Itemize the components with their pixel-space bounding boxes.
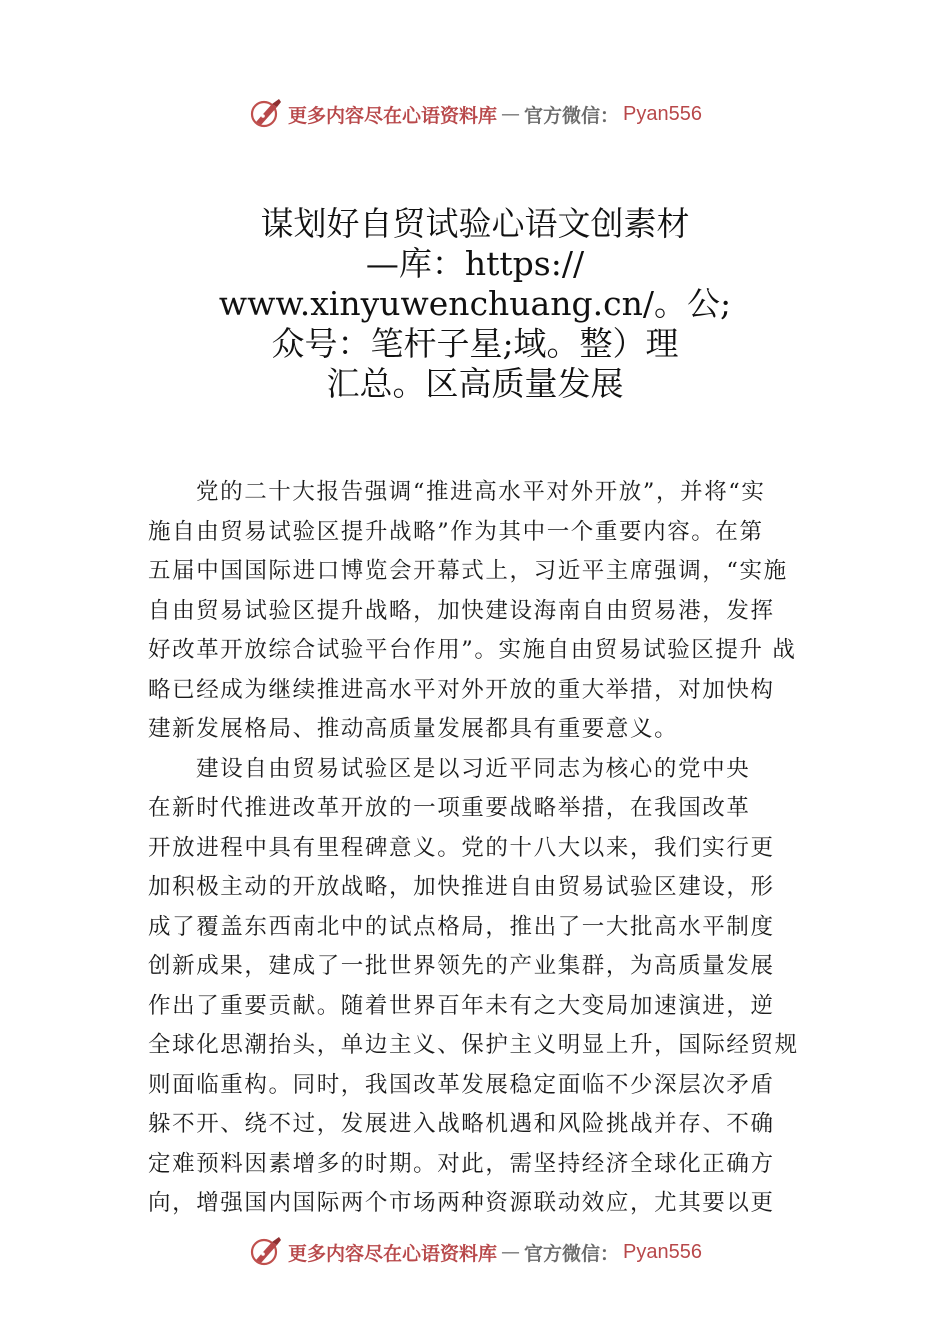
banner-wechat-label: 官方微信： [524, 104, 620, 127]
document-body [148, 473, 806, 1224]
pen-nib-logo-icon [248, 1234, 284, 1270]
text-line: 则面临重构。同时，我国改革发展稳定面临不少深层次矛盾 [148, 1071, 775, 1098]
text-line: 全球化思潮抬头，单边主义、保护主义明显上升，国际经贸规 [148, 1032, 799, 1058]
text-line: 施自由贸易试验区提升战略”作为其中一个重要内容。在第 [148, 518, 764, 545]
banner-separator: — [501, 103, 521, 125]
title-line: www.xinyuwenchuang.cn/。公; [218, 284, 732, 323]
text-line: 加积极主动的开放战略，加快推进自由贸易试验区建设，形 [148, 874, 775, 900]
text-line: 躲不开、绕不过，发展进入战略机遇和风险挑战并存、不确 [148, 1111, 775, 1137]
banner-wechat-label: 官方微信： [524, 1242, 620, 1265]
text-line: 作出了重要贡献。随着世界百年未有之大变局加速演进，逆 [148, 992, 775, 1019]
text-line: 定难预料因素增多的时期。对此，需坚持经济全球化正确方 [148, 1150, 775, 1177]
header-banner [0, 94, 950, 134]
document-title [175, 204, 775, 404]
title-line: —库：https:// [365, 244, 585, 283]
paragraph-2 [148, 750, 806, 1224]
text-line: 党的二十大报告强调“推进高水平对外开放”，并将“实 [196, 479, 766, 505]
text-line: 略已经成为继续推进高水平对外开放的重大举措，对加快构 [148, 676, 775, 703]
title-line: 众号：笔杆子星;域。整）理 [271, 324, 679, 363]
text-line: 自由贸易试验区提升战略，加快建设海南自由贸易港，发挥 [148, 597, 775, 624]
text-line: 创新成果，建成了一批世界领先的产业集群，为高质量发展 [148, 953, 775, 979]
pen-nib-logo-icon [248, 96, 284, 132]
banner-slogan: 更多内容尽在心语资料库 [288, 1242, 498, 1265]
text-line: 在新时代推进改革开放的一项重要战略举措，在我国改革 [148, 795, 751, 821]
text-line: 成了覆盖东西南北中的试点格局，推出了一大批高水平制度 [148, 913, 775, 940]
paragraph-1 [148, 473, 806, 750]
text-line: 好改革开放综合试验平台作用”。实施自由贸易试验区提升 战 [148, 637, 797, 663]
text-line: 开放进程中具有里程碑意义。党的十八大以来，我们实行更 [148, 834, 775, 861]
banner-slogan: 更多内容尽在心语资料库 [288, 104, 498, 127]
title-line: 谋划好自贸试验心语文创素材 [260, 204, 690, 243]
text-line: 建新发展格局、推动高质量发展都具有重要意义。 [148, 716, 679, 742]
banner-wechat-id: Pyan556 [623, 1240, 702, 1263]
banner-separator: — [501, 1241, 521, 1263]
text-line: 向，增强国内国际两个市场两种资源联动效应，尤其要以更 [148, 1190, 775, 1216]
footer-banner [0, 1232, 950, 1272]
title-line: 汇总。区高质量发展 [326, 364, 624, 403]
banner-wechat-id: Pyan556 [623, 102, 702, 125]
text-line: 五届中国国际进口博览会开幕式上，习近平主席强调，“实施 [148, 558, 788, 584]
text-line: 建设自由贸易试验区是以习近平同志为核心的党中央 [196, 755, 751, 782]
